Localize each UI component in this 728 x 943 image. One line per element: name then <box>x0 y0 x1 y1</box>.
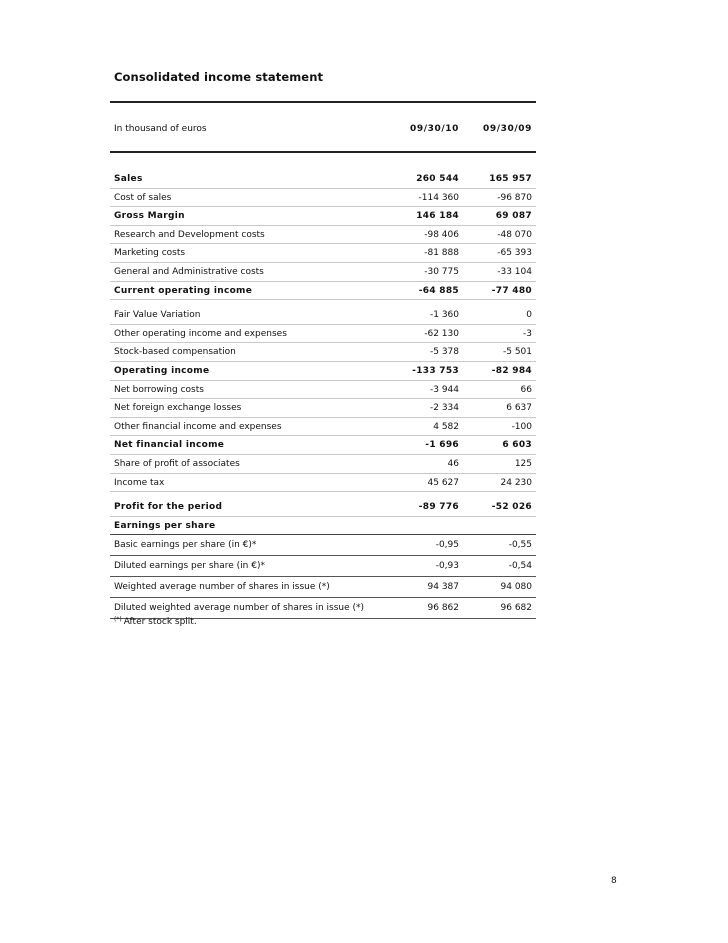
value-2010: 96 862 <box>427 603 459 613</box>
value-2009: 24 230 <box>500 477 532 488</box>
value-2010: 94 387 <box>427 582 459 592</box>
value-2010: -5 378 <box>429 347 459 358</box>
value-2010: 260 544 <box>416 174 459 184</box>
eps-row <box>110 577 536 598</box>
table-row <box>110 381 536 400</box>
value-2009: -5 501 <box>502 347 532 358</box>
value-2009: -33 104 <box>497 266 532 277</box>
value-2009: 6 603 <box>502 440 532 451</box>
value-2010: -0,93 <box>435 561 459 571</box>
value-2009: -82 984 <box>491 365 532 376</box>
table-header <box>110 120 536 138</box>
table-row <box>110 362 536 381</box>
value-2010: 45 627 <box>427 477 459 488</box>
value-2009: 66 <box>520 384 532 395</box>
table-row <box>110 207 536 226</box>
row-label: Basic earnings per share (in €)* <box>114 540 257 550</box>
table-row <box>110 263 536 282</box>
eps-row <box>110 535 536 556</box>
value-2009: 94 080 <box>500 582 532 592</box>
value-2009: -65 393 <box>497 248 532 259</box>
value-2010: 146 184 <box>416 211 459 222</box>
value-2010: -64 885 <box>418 285 459 296</box>
value-2010: -62 130 <box>424 328 459 339</box>
table-row <box>110 399 536 418</box>
row-label: Current operating income <box>114 285 253 296</box>
value-2009: -100 <box>511 421 532 432</box>
value-2009: 125 <box>514 458 532 469</box>
table-row <box>110 226 536 245</box>
table-row <box>110 418 536 437</box>
value-2010: -2 334 <box>429 403 459 414</box>
page-title: Consolidated income statement <box>114 70 324 84</box>
value-2009: 6 637 <box>506 403 532 414</box>
table-row <box>110 170 536 189</box>
header-rule <box>110 151 536 153</box>
value-2009: -0,54 <box>508 561 532 571</box>
page-number: 8 <box>611 876 617 886</box>
value-2009: -0,55 <box>508 540 532 550</box>
income-statement-table <box>110 170 536 535</box>
value-2010: 4 582 <box>433 421 459 432</box>
row-label: Fair Value Variation <box>114 310 201 321</box>
value-2009: 96 682 <box>500 603 532 613</box>
table-row <box>110 517 536 536</box>
row-label: Other operating income and expenses <box>114 328 287 339</box>
value-2010: 46 <box>447 458 459 469</box>
top-rule <box>110 101 536 103</box>
table-row <box>110 436 536 455</box>
row-label: Profit for the period <box>114 502 223 513</box>
row-label: Gross Margin <box>114 211 185 222</box>
table-row <box>110 244 536 263</box>
row-label: Earnings per share <box>114 520 216 531</box>
row-label: Share of profit of associates <box>114 458 240 469</box>
value-2010: -81 888 <box>424 248 459 259</box>
row-label: Operating income <box>114 365 210 376</box>
value-2010: -98 406 <box>424 229 459 240</box>
unit-label: In thousand of euros <box>114 124 207 134</box>
table-row <box>110 498 536 517</box>
table-row <box>110 325 536 344</box>
row-label: Marketing costs <box>114 248 186 259</box>
value-2009: -48 070 <box>497 229 532 240</box>
eps-row <box>110 556 536 577</box>
table-row <box>110 474 536 493</box>
row-label: General and Administrative costs <box>114 266 264 277</box>
row-label: Other financial income and expenses <box>114 421 282 432</box>
value-2010: -89 776 <box>418 502 459 513</box>
footnote <box>114 617 197 627</box>
value-2010: -0,95 <box>435 540 459 550</box>
row-label: Diluted earnings per share (in €)* <box>114 561 265 571</box>
row-label: Diluted weighted average number of shares in issue (*) <box>114 603 365 613</box>
value-2010: -1 696 <box>425 440 459 451</box>
eps-table <box>110 535 536 619</box>
value-2009: 165 957 <box>489 174 532 184</box>
footnote-marker: (*) <box>114 616 122 623</box>
row-label: Weighted average number of shares in issue (*) <box>114 582 330 592</box>
value-2010: -3 944 <box>429 384 459 395</box>
value-2009: -3 <box>523 328 532 339</box>
value-2009: -52 026 <box>491 502 532 513</box>
value-2010: -30 775 <box>424 266 459 277</box>
row-label: Sales <box>114 174 143 184</box>
value-2009: 69 087 <box>495 211 532 222</box>
row-label: Net borrowing costs <box>114 384 204 395</box>
table-row <box>110 343 536 362</box>
value-2009: -77 480 <box>491 285 532 296</box>
column-header-2010: 09/30/10 <box>410 124 459 134</box>
row-label: Net financial income <box>114 440 225 451</box>
row-label: Research and Development costs <box>114 229 265 240</box>
eps-row <box>110 598 536 619</box>
footnote-text: After stock split. <box>123 617 197 627</box>
value-2010: -114 360 <box>418 192 459 203</box>
row-label: Cost of sales <box>114 192 172 203</box>
value-2009: -96 870 <box>497 192 532 203</box>
table-row <box>110 455 536 474</box>
row-label: Stock-based compensation <box>114 347 236 358</box>
row-label: Income tax <box>114 477 165 488</box>
value-2009: 0 <box>526 310 532 321</box>
value-2010: -1 360 <box>429 310 459 321</box>
column-header-2009: 09/30/09 <box>483 124 532 134</box>
table-row <box>110 189 536 208</box>
table-row <box>110 306 536 325</box>
value-2010: -133 753 <box>412 365 459 376</box>
row-label: Net foreign exchange losses <box>114 403 242 414</box>
table-row <box>110 282 536 301</box>
